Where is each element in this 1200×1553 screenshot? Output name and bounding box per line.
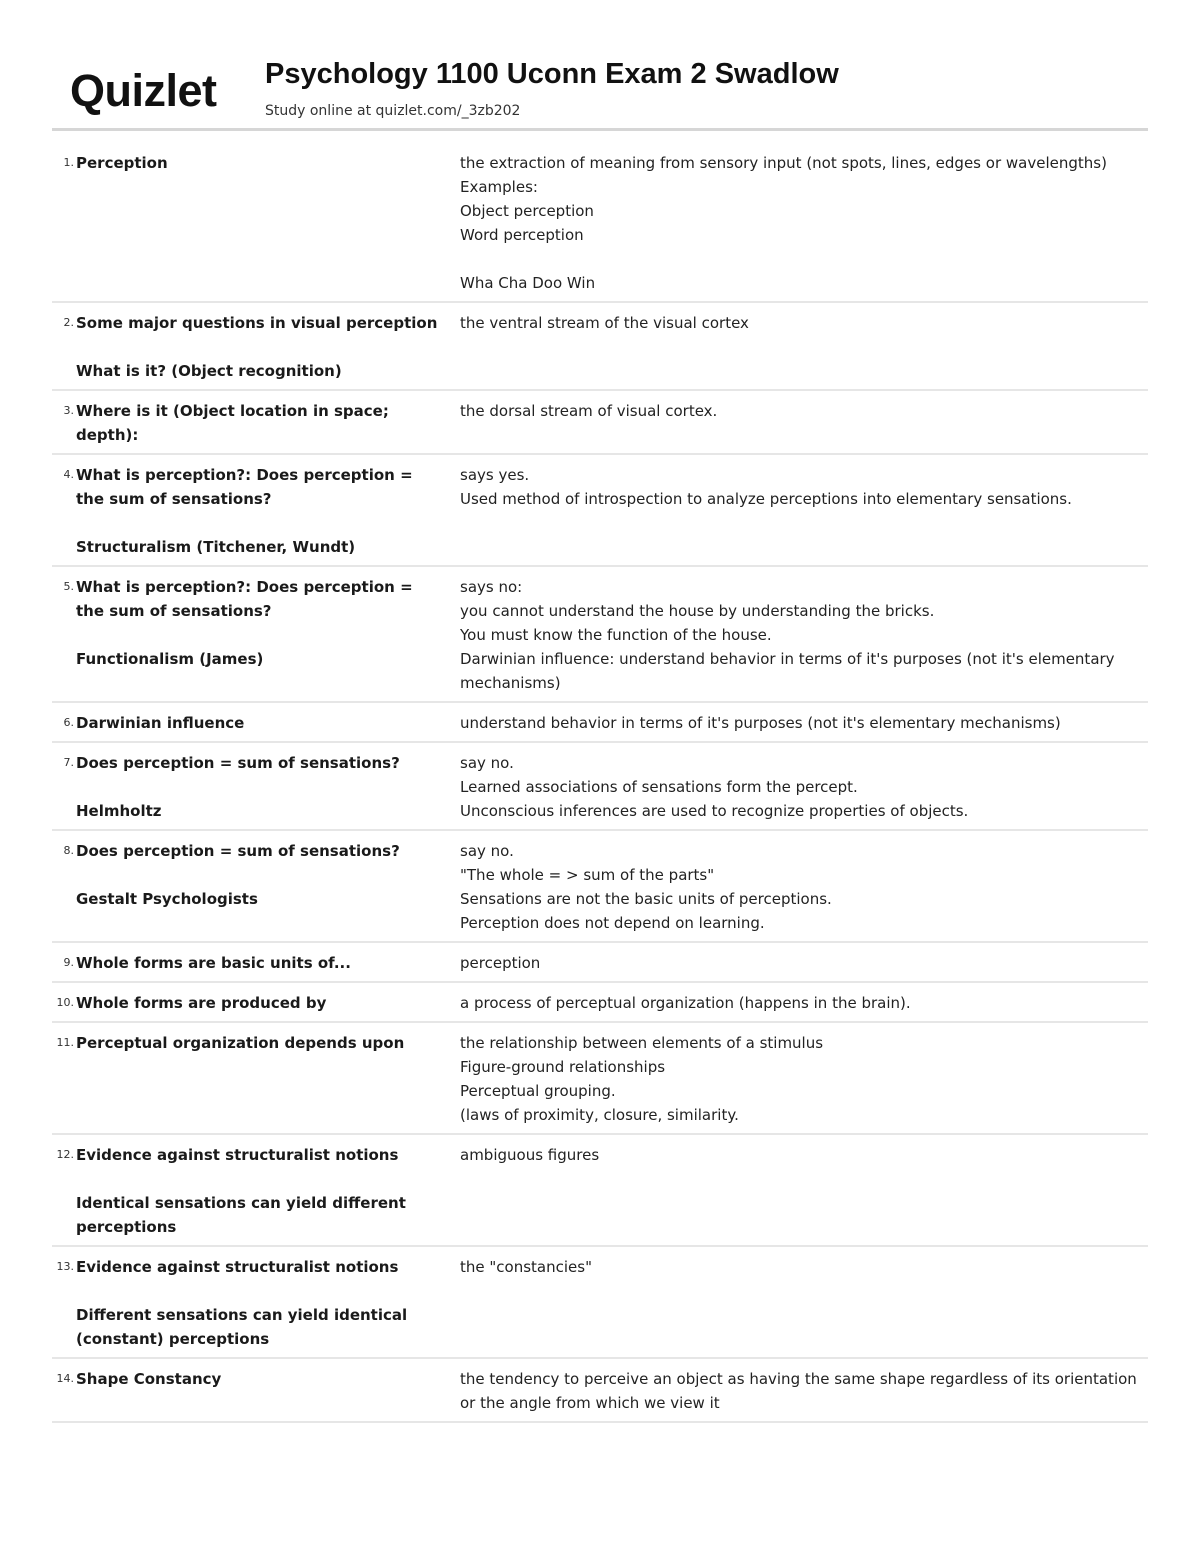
flashcard-row	[52, 1365, 1148, 1423]
card-definition: says no: you cannot understand the house by understanding the bricks. You must know the function of the house. Darwinian influence: understand behavior in terms of it's purposes (not it's elementary mechanisms)	[460, 578, 1115, 692]
quizlet-logo: Quizlet	[70, 65, 217, 116]
card-term: Perceptual organization depends upon	[76, 1034, 405, 1052]
card-term: Whole forms are basic units of...	[76, 954, 351, 972]
card-number: 6.	[63, 716, 74, 729]
card-number: 2.	[63, 316, 74, 329]
header-divider	[52, 128, 1148, 131]
flashcard-list	[52, 149, 1148, 1429]
card-term: Evidence against structuralist notions Identical sensations can yield different perceptions	[76, 1146, 406, 1236]
card-definition: ambiguous figures	[460, 1146, 600, 1164]
flashcard-row	[52, 573, 1148, 703]
card-definition: the ventral stream of the visual cortex	[460, 314, 749, 332]
card-number: 8.	[63, 844, 74, 857]
card-definition: the "constancies"	[460, 1258, 592, 1276]
flashcard-row	[52, 837, 1148, 943]
card-number: 1.	[63, 156, 74, 169]
card-term: Does perception = sum of sensations? Helmholtz	[76, 754, 400, 820]
flashcard-row	[52, 709, 1148, 743]
flashcard-row	[52, 949, 1148, 983]
card-number: 9.	[63, 956, 74, 969]
card-term: What is perception?: Does perception = the sum of sensations? Structuralism (Titchener, Wundt)	[76, 466, 413, 556]
card-term: Evidence against structuralist notions Different sensations can yield identical (constant) perceptions	[76, 1258, 408, 1348]
flashcard-row	[52, 397, 1148, 455]
card-definition: a process of perceptual organization (happens in the brain).	[460, 994, 911, 1012]
card-definition: understand behavior in terms of it's purposes (not it's elementary mechanisms)	[460, 714, 1061, 732]
card-number: 13.	[56, 1260, 74, 1273]
study-online-link[interactable]: Study online at quizlet.com/_3zb202	[265, 103, 521, 119]
card-term: Does perception = sum of sensations? Gestalt Psychologists	[76, 842, 400, 908]
flashcard-row	[52, 1029, 1148, 1135]
flashcard-row	[52, 461, 1148, 567]
flashcard-row	[52, 989, 1148, 1023]
card-term: Perception	[76, 154, 168, 172]
card-term: What is perception?: Does perception = the sum of sensations? Functionalism (James)	[76, 578, 413, 668]
card-term: Some major questions in visual perception What is it? (Object recognition)	[76, 314, 438, 380]
card-number: 3.	[63, 404, 74, 417]
card-term: Shape Constancy	[76, 1370, 222, 1388]
page-header	[52, 55, 1148, 130]
card-number: 4.	[63, 468, 74, 481]
flashcard-row	[52, 749, 1148, 831]
card-number: 7.	[63, 756, 74, 769]
card-number: 10.	[56, 996, 74, 1009]
flashcard-row	[52, 149, 1148, 303]
card-definition: the tendency to perceive an object as having the same shape regardless of its orientation or the angle from which we view it	[460, 1370, 1137, 1412]
flashcard-row	[52, 309, 1148, 391]
card-number: 14.	[56, 1372, 74, 1385]
card-definition: the relationship between elements of a stimulus Figure-ground relationships Perceptual grouping. (laws of proximity, closure, similarity.	[460, 1034, 824, 1124]
card-definition: the extraction of meaning from sensory input (not spots, lines, edges or wavelengths) Examples: Object perception Word perception Wha Cha Doo Win	[460, 154, 1107, 292]
card-number: 5.	[63, 580, 74, 593]
card-definition: says yes. Used method of introspection to analyze perceptions into elementary sensations.	[460, 466, 1072, 508]
flashcard-row	[52, 1141, 1148, 1247]
card-definition: perception	[460, 954, 541, 972]
card-number: 12.	[56, 1148, 74, 1161]
page-title: Psychology 1100 Uconn Exam 2 Swadlow	[265, 58, 839, 90]
card-definition: say no. Learned associations of sensations form the percept. Unconscious inferences are used to recognize properties of objects.	[460, 754, 969, 820]
card-term: Whole forms are produced by	[76, 994, 327, 1012]
card-definition: say no. "The whole = > sum of the parts" Sensations are not the basic units of perceptions. Perception does not depend on learning.	[460, 842, 832, 932]
card-term: Darwinian influence	[76, 714, 245, 732]
card-number: 11.	[56, 1036, 74, 1049]
flashcard-row	[52, 1253, 1148, 1359]
card-term: Where is it (Object location in space; depth):	[76, 402, 389, 444]
card-definition: the dorsal stream of visual cortex.	[460, 402, 718, 420]
